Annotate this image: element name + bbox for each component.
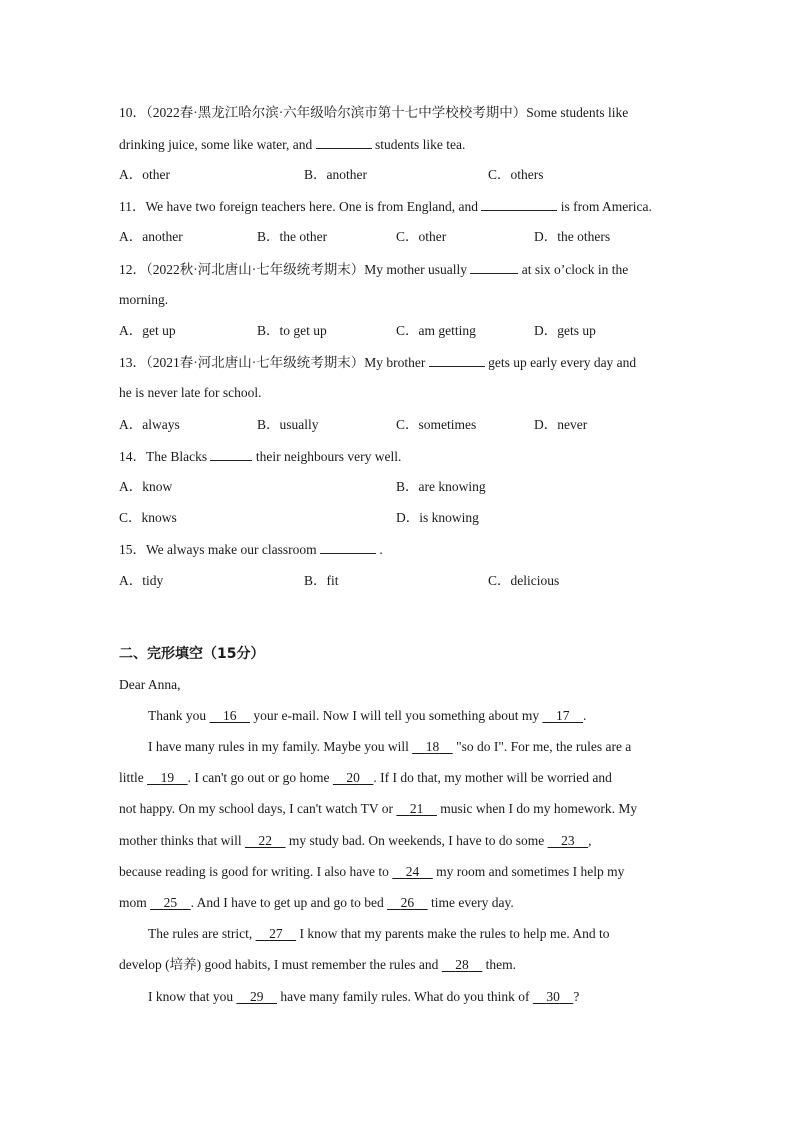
cloze-blank-number: 18 bbox=[425, 739, 440, 754]
cloze-text: mom bbox=[119, 895, 151, 910]
q13-text-before-blank: 13．（2021春·河北唐山·七年级统考期末）My brother bbox=[119, 355, 426, 370]
cloze-blank-number: 23 bbox=[561, 833, 575, 848]
cloze-blank-25[interactable] bbox=[150, 895, 191, 910]
cloze-text: mother thinks that will bbox=[119, 833, 245, 848]
q13-option-b[interactable]: B．usually bbox=[257, 417, 319, 432]
cloze-text: ? bbox=[573, 989, 580, 1004]
q15-text-before-blank: 15．We always make our classroom bbox=[119, 542, 317, 557]
q10-text-before-blank: drinking juice, some like water, and bbox=[119, 137, 313, 152]
cloze-text: not happy. On my school days, I can't watch TV or bbox=[119, 801, 397, 816]
cloze-text: my room and sometimes I help my bbox=[432, 864, 625, 879]
q12-text-after-blank: at six o’clock in the bbox=[521, 262, 629, 277]
q10-option-c[interactable]: C．others bbox=[488, 167, 544, 182]
cloze-blank-number: 29 bbox=[250, 989, 264, 1004]
q10-stem-line1: 10．（2022春·黑龙江哈尔滨·六年级哈尔滨市第十七中学校校考期中）Some students like bbox=[119, 105, 629, 120]
cloze-text: . I can't go out or go home bbox=[187, 770, 333, 785]
cloze-blank-number: 22 bbox=[258, 833, 272, 848]
q10-blank[interactable] bbox=[316, 135, 372, 149]
q12-text-before-blank: 12．（2022秋·河北唐山·七年级统考期末）My mother usually bbox=[119, 262, 467, 277]
q15-blank[interactable] bbox=[320, 540, 376, 554]
q15-text-after-blank: . bbox=[379, 542, 383, 557]
cloze-paragraph-3-line1 bbox=[148, 925, 708, 943]
q13-stem-line1 bbox=[119, 353, 679, 372]
q11-option-d[interactable]: D．the others bbox=[534, 229, 611, 244]
q11-option-b[interactable]: B．the other bbox=[257, 229, 328, 244]
q10-text-after-blank: students like tea. bbox=[375, 137, 466, 152]
cloze-blank-number: 30 bbox=[546, 989, 560, 1004]
cloze-paragraph-1 bbox=[148, 707, 708, 725]
cloze-blank-number: 28 bbox=[455, 957, 469, 972]
q14-blank[interactable] bbox=[210, 447, 252, 461]
q11-blank[interactable] bbox=[481, 197, 557, 211]
cloze-blank-29[interactable] bbox=[237, 989, 278, 1004]
q12-option-c[interactable]: C．am getting bbox=[396, 323, 476, 338]
cloze-text: . And I have to get up and go to bed bbox=[190, 895, 388, 910]
cloze-blank-number: 21 bbox=[409, 801, 424, 816]
cloze-blank-21[interactable] bbox=[396, 801, 437, 816]
cloze-paragraph-2-line6 bbox=[119, 894, 679, 912]
q11-option-a[interactable]: A．another bbox=[119, 229, 183, 244]
q13-option-d[interactable]: D．never bbox=[534, 417, 588, 432]
cloze-blank-number: 17 bbox=[555, 708, 570, 723]
cloze-blank-20[interactable] bbox=[333, 770, 374, 785]
cloze-blank-18[interactable] bbox=[412, 739, 453, 754]
q15-option-c[interactable]: C．delicious bbox=[488, 573, 560, 588]
q12-option-b[interactable]: B．to get up bbox=[257, 323, 327, 338]
cloze-blank-26[interactable] bbox=[387, 895, 428, 910]
q11-stem bbox=[119, 197, 679, 216]
q11-option-c[interactable]: C．other bbox=[396, 229, 447, 244]
q15-stem bbox=[119, 540, 679, 559]
q14-option-b[interactable]: B．are knowing bbox=[396, 479, 486, 494]
q11-text-after-blank: is from America. bbox=[560, 199, 652, 214]
cloze-paragraph-2-line4 bbox=[119, 832, 679, 850]
cloze-paragraph-2-line5 bbox=[119, 863, 679, 881]
q13-blank[interactable] bbox=[429, 353, 485, 367]
cloze-blank-17[interactable] bbox=[542, 708, 583, 723]
q13-text-after-blank: gets up early every day and bbox=[488, 355, 637, 370]
cloze-blank-30[interactable] bbox=[533, 989, 574, 1004]
cloze-blank-27[interactable] bbox=[256, 926, 297, 941]
letter-greeting: Dear Anna, bbox=[119, 677, 181, 692]
cloze-blank-23[interactable] bbox=[548, 833, 592, 848]
q13-option-c[interactable]: C．sometimes bbox=[396, 417, 477, 432]
cloze-text: The rules are strict, bbox=[148, 926, 256, 941]
cloze-blank-number: 20 bbox=[346, 770, 360, 785]
q13-stem-line2: he is never late for school. bbox=[119, 385, 262, 400]
q10-option-a[interactable]: A．other bbox=[119, 167, 170, 182]
cloze-blank-24[interactable] bbox=[392, 864, 433, 879]
q14-text-before-blank: 14．The Blacks bbox=[119, 449, 208, 464]
cloze-text: I have many rules in my family. Maybe you will bbox=[148, 739, 413, 754]
cloze-text: have many family rules. What do you think of bbox=[277, 989, 533, 1004]
q10-stem-line2 bbox=[119, 135, 679, 154]
cloze-blank-number: 26 bbox=[400, 895, 415, 910]
cloze-text: them. bbox=[482, 957, 517, 972]
cloze-text: develop (培养) good habits, I must remember the rules and bbox=[119, 957, 442, 972]
q15-option-b[interactable]: B．fit bbox=[304, 573, 339, 588]
cloze-blank-number: 27 bbox=[269, 926, 283, 941]
q12-blank[interactable] bbox=[470, 260, 518, 274]
cloze-blank-22[interactable] bbox=[245, 833, 286, 848]
cloze-blank-number: 16 bbox=[223, 708, 237, 723]
q14-option-a[interactable]: A．know bbox=[119, 479, 173, 494]
q14-option-c[interactable]: C．knows bbox=[119, 510, 177, 525]
cloze-text: because reading is good for writing. I also have to bbox=[119, 864, 393, 879]
cloze-text: . If I do that, my mother will be worried and bbox=[373, 770, 612, 785]
cloze-text: time every day. bbox=[427, 895, 514, 910]
cloze-blank-16[interactable] bbox=[210, 708, 251, 723]
cloze-text: . bbox=[582, 708, 587, 723]
cloze-text: music when I do my homework. My bbox=[436, 801, 638, 816]
q13-option-a[interactable]: A．always bbox=[119, 417, 180, 432]
section-2-title: 二、完形填空（15分） bbox=[119, 646, 265, 662]
q11-text-before-blank: 11．We have two foreign teachers here. One is from England, and bbox=[119, 199, 479, 214]
cloze-blank-19[interactable] bbox=[147, 770, 188, 785]
cloze-blank-28[interactable] bbox=[442, 957, 483, 972]
cloze-blank-number: 25 bbox=[163, 895, 178, 910]
q12-stem-line2: morning. bbox=[119, 292, 169, 307]
q14-text-after-blank: their neighbours very well. bbox=[255, 449, 402, 464]
cloze-blank-number: 19 bbox=[160, 770, 175, 785]
q14-option-d[interactable]: D．is knowing bbox=[396, 510, 479, 525]
q10-option-b[interactable]: B．another bbox=[304, 167, 367, 182]
cloze-text: my study bad. On weekends, I have to do some bbox=[285, 833, 548, 848]
q12-option-a[interactable]: A．get up bbox=[119, 323, 176, 338]
cloze-text: I know that my parents make the rules to help me. And to bbox=[296, 926, 610, 941]
cloze-text: , bbox=[588, 833, 592, 848]
cloze-paragraph-2-line2 bbox=[119, 769, 679, 787]
cloze-paragraph-4 bbox=[148, 988, 708, 1006]
cloze-blank-number: 24 bbox=[405, 864, 420, 879]
q12-option-d[interactable]: D．gets up bbox=[534, 323, 596, 338]
cloze-paragraph-2-line3 bbox=[119, 800, 679, 818]
cloze-text: "so do I". For me, the rules are a bbox=[452, 739, 632, 754]
q12-stem-line1 bbox=[119, 260, 679, 279]
q15-option-a[interactable]: A．tidy bbox=[119, 573, 164, 588]
cloze-paragraph-2-line1 bbox=[148, 738, 708, 756]
q14-stem bbox=[119, 447, 679, 466]
cloze-paragraph-3-line2 bbox=[119, 956, 679, 974]
cloze-text: Thank you bbox=[148, 708, 210, 723]
cloze-text: your e-mail. Now I will tell you something about my bbox=[250, 708, 543, 723]
cloze-text: I know that you bbox=[148, 989, 237, 1004]
cloze-text: little bbox=[119, 770, 148, 785]
